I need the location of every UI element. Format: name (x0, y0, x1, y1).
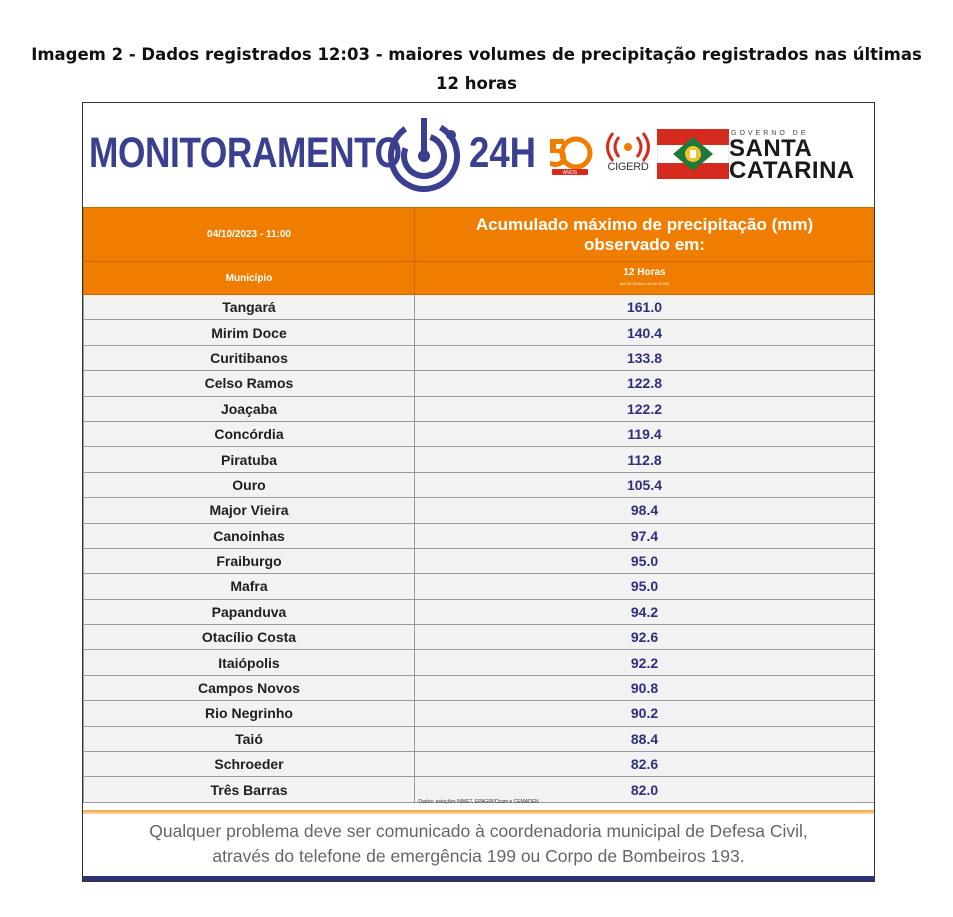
table-row (84, 523, 875, 548)
table-row (84, 421, 875, 446)
table-row (84, 498, 875, 523)
emergency-notice (83, 819, 874, 869)
period-range: (do 03 23:00 a do 04 11:00) (619, 281, 670, 286)
precipitation-value-cell: 98.4 (415, 498, 875, 523)
column-header-period (415, 262, 875, 295)
precipitation-value-cell: 140.4 (415, 320, 875, 345)
precipitation-value-cell: 122.2 (415, 396, 875, 421)
precipitation-value-cell: 119.4 (415, 421, 875, 446)
precipitation-value-cell: 105.4 (415, 472, 875, 497)
municipio-cell: Curitibanos (84, 345, 415, 370)
table-row (84, 752, 875, 777)
table-row (84, 295, 875, 320)
municipio-cell: Fraiburgo (84, 548, 415, 573)
column-header-municipio: Município (84, 262, 415, 295)
municipio-cell: Piratuba (84, 447, 415, 472)
report-banner (83, 103, 874, 207)
accumulated-header (415, 208, 875, 262)
wordmark-line-2: CATARINA (729, 157, 855, 184)
table-row (84, 701, 875, 726)
notice-line-1: Qualquer problema deve ser comunicado à coordenadoria municipal de Defesa Civil, (149, 821, 808, 841)
document-caption (0, 40, 953, 98)
data-source-note: Dados: estações INMET, EPAGRI/Ciram e CEMADEN (418, 799, 539, 805)
municipio-cell: Ouro (84, 472, 415, 497)
badge-anos-text: ANOS (562, 170, 578, 176)
report-date: 04/10/2023 - 11:00 (84, 208, 415, 262)
notice-line-2: através do telefone de emergência 199 ou Corpo de Bombeiros 193. (212, 846, 745, 866)
precipitation-value-cell: 90.2 (415, 701, 875, 726)
orange-divider (83, 810, 874, 814)
municipio-cell: Canoinhas (84, 523, 415, 548)
logo-24h-text: 24H (469, 129, 537, 177)
santa-catarina-flag-icon (657, 129, 729, 179)
municipio-cell: Três Barras (84, 777, 415, 802)
cigerd-signal-icon (601, 127, 661, 183)
accumulated-header-line-2: observado em: (584, 234, 705, 254)
precipitation-value-cell: 133.8 (415, 345, 875, 370)
accumulated-header-line-1: Acumulado máximo de precipitação (mm) (475, 214, 814, 234)
precipitation-table (83, 207, 875, 803)
table-row (84, 447, 875, 472)
table-row (84, 371, 875, 396)
precipitation-value-cell: 112.8 (415, 447, 875, 472)
precipitation-value-cell: 94.2 (415, 599, 875, 624)
table-header-row-2 (84, 262, 875, 295)
precipitation-value-cell: 92.6 (415, 625, 875, 650)
municipio-cell: Major Vieira (84, 498, 415, 523)
municipio-cell: Mirim Doce (84, 320, 415, 345)
santa-catarina-wordmark (729, 135, 855, 184)
wordmark-line-1: SANTA (729, 135, 813, 162)
precipitation-value-cell: 90.8 (415, 675, 875, 700)
table-row (84, 472, 875, 497)
municipio-cell: Schroeder (84, 752, 415, 777)
table-row (84, 320, 875, 345)
table-row (84, 396, 875, 421)
precipitation-value-cell: 122.8 (415, 371, 875, 396)
monitoramento-logo-text: MONITORAMENTO (89, 129, 402, 177)
governo-de-label: GOVERNO DE (731, 130, 809, 137)
municipio-cell: Papanduva (84, 599, 415, 624)
precipitation-value-cell: 82.0 (415, 777, 875, 802)
table-row (84, 345, 875, 370)
municipio-cell: Rio Negrinho (84, 701, 415, 726)
municipio-cell: Taió (84, 726, 415, 751)
precipitation-value-cell: 97.4 (415, 523, 875, 548)
precipitation-value-cell: 161.0 (415, 295, 875, 320)
target-logo-icon (387, 115, 465, 193)
municipio-cell: Otacílio Costa (84, 625, 415, 650)
precipitation-value-cell: 95.0 (415, 548, 875, 573)
period-label: 12 Horas (623, 267, 666, 278)
table-row (84, 675, 875, 700)
table-row (84, 548, 875, 573)
municipio-cell: Mafra (84, 574, 415, 599)
table-row (84, 726, 875, 751)
precipitation-value-cell: 92.2 (415, 650, 875, 675)
table-header-row-1 (84, 208, 875, 262)
municipio-cell: Tangará (84, 295, 415, 320)
table-row (84, 650, 875, 675)
table-row (84, 625, 875, 650)
monitoring-report-card (82, 102, 875, 882)
caption-line-1: Imagem 2 - Dados registrados 12:03 - maiores volumes de precipitação registrados nas últimas (31, 45, 922, 64)
precipitation-value-cell: 82.6 (415, 752, 875, 777)
bottom-brand-bar (83, 876, 874, 881)
municipio-cell: Celso Ramos (84, 371, 415, 396)
precipitation-value-cell: 88.4 (415, 726, 875, 751)
cigerd-label: CIGERD (607, 161, 649, 173)
caption-line-2: 12 horas (436, 74, 517, 93)
municipio-cell: Concórdia (84, 421, 415, 446)
precipitation-value-cell: 95.0 (415, 574, 875, 599)
table-row (84, 599, 875, 624)
fifty-years-badge-icon (546, 129, 594, 177)
municipio-cell: Joaçaba (84, 396, 415, 421)
municipio-cell: Itaiópolis (84, 650, 415, 675)
table-row (84, 574, 875, 599)
municipio-cell: Campos Novos (84, 675, 415, 700)
